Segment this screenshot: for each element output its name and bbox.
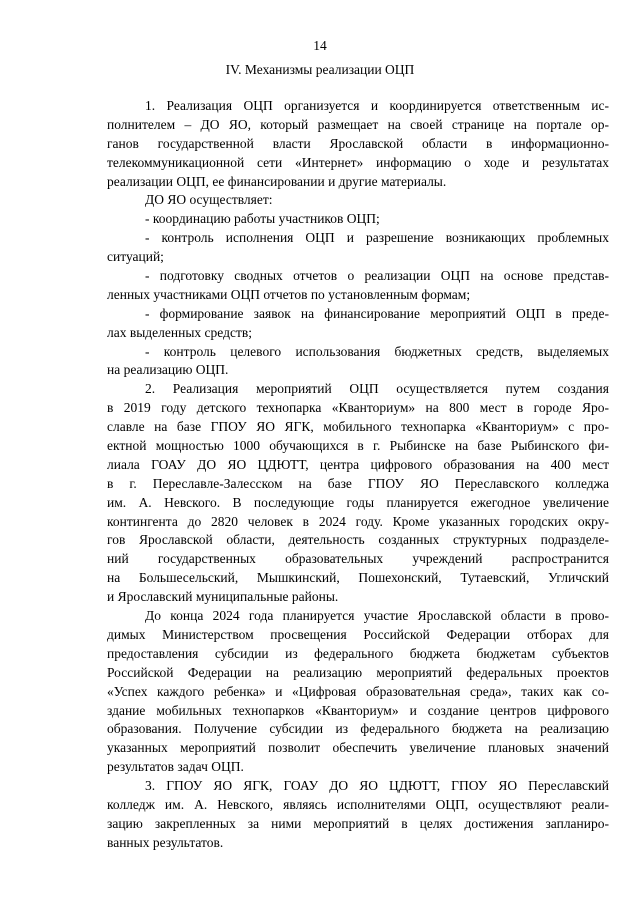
text-line: 2. Реализация мероприятий ОЦП осуществляется путем создания [145, 381, 609, 397]
text-line: До конца 2024 года планируется участие Ярославской области в прово- [145, 608, 609, 624]
text-line: здание мобильных технопарков «Кванториум» и создание центров цифрового [107, 702, 609, 718]
text-line: димых Министерством просвещения Российской Федерации отборах для [107, 626, 609, 642]
text-line: «Успех каждого ребенка» и «Цифровая образовательная среда», таких как со- [107, 683, 609, 699]
text-line: - формирование заявок на финансирование мероприятий ОЦП в преде- [145, 305, 609, 321]
text-line: на реализацию ОЦП. [107, 362, 229, 378]
text-line: и Ярославский муниципальные районы. [107, 589, 339, 605]
text-line: указанных мероприятий позволит обеспечить увеличение плановых значений [107, 740, 609, 756]
text-line: - координацию работы участников ОЦП; [145, 211, 380, 227]
text-line: ситуаций; [107, 249, 164, 265]
page-number: 14 [313, 38, 327, 53]
text-line: - контроль исполнения ОЦП и разрешение возникающих проблемных [145, 230, 609, 246]
text-line: в 2019 году детского технопарка «Кванториум» на 800 мест в городе Яро- [107, 400, 609, 416]
text-line: 1. Реализация ОЦП организуется и координируется ответственным ис- [145, 98, 609, 113]
section-title: IV. Механизмы реализации ОЦП [225, 62, 415, 77]
text-line: лиала ГОАУ ДО ЯО ЦДЮТТ, центра цифрового образования на 400 мест [107, 456, 609, 472]
text-line: Российской Федерации на реализацию мероприятий федеральных проектов [107, 664, 609, 680]
text-line: на Большесельский, Мышкинский, Пошехонский, Тутаевский, Угличский [107, 570, 609, 586]
text-line: лах выделенных средств; [107, 324, 252, 340]
text-line: результатов задач ОЦП. [107, 759, 244, 775]
text-line: контингента до 2820 человек в 2024 году. Кроме указанных городских окру- [107, 513, 609, 529]
text-line: зацию закрепленных за ними мероприятий в целях достижения запланиро- [107, 815, 609, 831]
text-line: колледж им. А. Невского, являясь исполнителями ОЦП, осуществляют реали- [107, 796, 609, 812]
text-line: телекоммуникационной сети «Интернет» информацию о ходе и результатах [107, 154, 609, 170]
text-line: ДО ЯО осуществляет: [145, 192, 273, 208]
text-line: - контроль целевого использования бюджетных средств, выделяемых [145, 343, 609, 359]
body-text [107, 97, 609, 853]
text-line: ганов государственной власти Ярославской области в информационно- [107, 135, 609, 151]
text-line: им. А. Невского. В последующие годы планируется ежегодное увеличение [107, 494, 609, 510]
text-line: - подготовку сводных отчетов о реализации ОЦП на основе представ- [145, 268, 609, 284]
text-line: ванных результатов. [107, 834, 224, 850]
text-line: ектной мощностью 1000 обучающихся в г. Рыбинске на базе Рыбинского фи- [107, 438, 609, 454]
text-line: ний государственных образовательных учреждений распространится [107, 551, 609, 567]
text-line: в г. Переславле-Залесском на базе ГПОУ ЯО Переславского колледжа [107, 475, 609, 491]
text-line: славле на базе ГПОУ ЯО ЯГК, мобильного технопарка «Кванториум» с про- [107, 419, 609, 435]
text-line: 3. ГПОУ ЯО ЯГК, ГОАУ ДО ЯО ЦДЮТТ, ГПОУ ЯО Переславский [145, 778, 609, 794]
text-line: ленных участниками ОЦП отчетов по установленным формам; [107, 286, 471, 302]
text-line: гов Ярославской области, деятельность созданных структурных подразделе- [107, 532, 609, 548]
text-line: предоставления субсидии из федерального бюджета бюджетам субъектов [107, 645, 609, 661]
text-line: полнителем – ДО ЯО, который размещает на своей странице на портале ор- [107, 116, 609, 132]
text-line: образования. Получение субсидии из федерального бюджета на реализацию [107, 721, 609, 737]
text-line: реализации ОЦП, ее финансировании и другие материалы. [107, 173, 447, 189]
